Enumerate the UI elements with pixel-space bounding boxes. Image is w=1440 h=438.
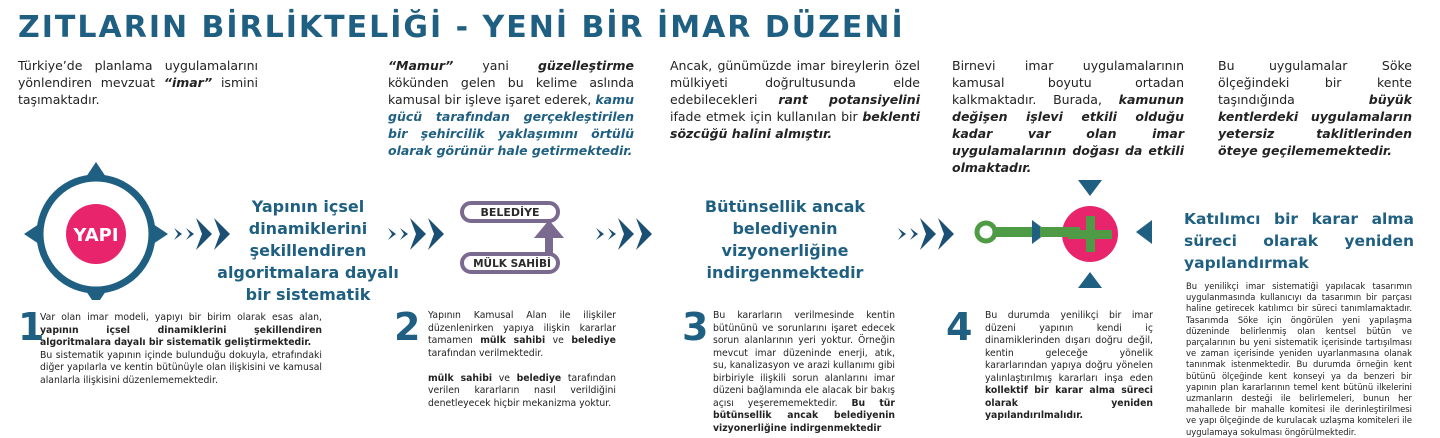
intro-emphasis: güzelleştirme [537, 58, 634, 73]
arrow-left-icon [1136, 220, 1152, 244]
intro-text: Birnevi imar uygulamalarının kamusal boyutu ortadan kalkmaktadır. Burada, [952, 58, 1184, 107]
step-text-5 [1186, 281, 1412, 438]
intro-emphasis: rant potansiyelini [778, 92, 920, 107]
intro-emphasis-blue: kamu gücü tarafından gerçekleştirilen bir şehircilik yaklaşımını örtülü olarak görünür hale getirmektedir. [388, 92, 634, 158]
arrow-down-icon [84, 288, 108, 300]
step-text-2 [428, 310, 616, 410]
step-text: Bu kararların verilmesinde kentin bütününü ve sorunlarını işaret edecek sorun alanlarının yeri yoktur. Örneğin mevcut imar düzeninde enerji, atık, su, kanalizasyon ve arazi kullanımı gibi birbiriyle ilişkili sorun alanlarını imar düzeni bağlamında ele alacak bir bakış açısı yeşerememektedir. [713, 310, 895, 409]
step-heading-1: Yapının içsel dinamiklerini şekillendiren algoritmalara dayalı bir sistematik [217, 197, 399, 304]
collective-node [977, 180, 1152, 288]
step-text: Yapının Kamusal Alan ile ilişkiler düzenlenirken yapıya ilişkin kararlar tamamen [428, 310, 616, 346]
chevrons-3 [596, 218, 652, 250]
step-heading-3: Bütünsellik ancak belediyenin vizyonerliğine indirgenmektedir [704, 197, 866, 282]
arrow-left-icon [24, 222, 42, 246]
intro-text: ismini taşımaktadır. [18, 75, 258, 107]
intro-column-1 [18, 57, 258, 108]
key-shaft [994, 227, 1036, 237]
intro-text: kökünden gelen bu kelime aslında kamusal bir işleve işaret ederek, [388, 75, 634, 107]
arrow-down-icon [1078, 180, 1102, 196]
step-text: tarafından verilen kararların nasıl verildiğini denetleyecek hiçbir mekanizma yoktur. [428, 372, 616, 409]
intro-text: Bu uygulamalar Söke ölçeğindeki bir kente taşındığında [1218, 58, 1412, 107]
actors-node [462, 203, 564, 272]
step-text-bold: Bu tür bütünsellik ancak belediyenin vizyonerliğine indirgenmektedir [713, 397, 896, 434]
step-heading-5: Katılımcı bir karar alma süreci olarak yeniden yapılandırmak [1184, 210, 1414, 272]
arrow-up-icon [84, 162, 108, 180]
step-text: ve [545, 335, 572, 346]
intro-text: yani [453, 58, 538, 73]
step-number-4: 4 [946, 305, 973, 349]
page-title: ZITLARIN BİRLİKTELİĞİ - YENİ BİR İMAR DÜZENİ [18, 10, 905, 45]
step-text-bold: belediye [571, 335, 616, 346]
chevrons-4 [898, 218, 954, 250]
plus-vertical [1086, 216, 1095, 252]
intro-text: Ancak, günümüzde imar bireylerin özel mülkiyeti doğrultusunda elde edebilecekleri [670, 58, 920, 107]
step-text-bold: belediye [516, 372, 562, 384]
step-text-bold: yapının içsel dinamiklerini şekillendiren algoritmalara dayalı bir sistematik geliştirmektedir. [40, 324, 322, 348]
step-text: Bu yenilikçi imar sistematiği yapılacak tasarımın uygulanmasında kullanıcıyı da tasarımın bir parçası haline getirecek katılımcı bir süreci tanımlamaktadır. Tasarımda Söke için öngörülen yeni yapılaşma düzeninde belirlenmiş olan kentsel bütün ve parçalarının bu yeni sistematik içerisinde tartışılması ve zaman içerisinde yeniden uyarlanmasına olanak tanınmak istenmektedir. Bu durumda örneğin kent bütünü ölçeğinde kent konseyi ya da benzeri bir yapının plan kararlarının temel kent bütünü ilkelerini uzmanların desteği ile belirlemeleri, bunun her mahallede bir mahalle komitesi ile derinleştirilmesi ve yapı ölçeğinde de kurulacak uzlaşma komiteleri ile uygulamaya sokulması öngörülmektedir. [1186, 281, 1412, 437]
intro-column-2 [388, 57, 634, 159]
yapi-label: YAPI [73, 225, 119, 246]
step-text: ve [492, 372, 517, 384]
step-text: Bu durumda yenilikçi bir imar düzeni yapının kendi iç dinamiklerinden dışarı doğru değil, kentin geleceğe yönelik kararlarından yapıya doğru yönelen yalınlaştırılmış kararları inşa eden [985, 310, 1153, 384]
step-text-4 [985, 310, 1153, 423]
step-text: Bu sistematik yapının içinde bulunduğu dokuyla, etrafındaki diğer yapılarla ve kentin bütünüyle olan ilişkisini ve kamusal alanlarla ilişkisini düzenlememektedir. [40, 349, 322, 386]
step-text-bold: mülk sahibi [480, 335, 546, 346]
intro-emphasis: kamunun değişen işlevi etkili olduğu kadar var olan imar uygulamalarının doğası da etkili olmaktadır. [952, 92, 1184, 175]
intro-column-5 [1218, 57, 1412, 159]
step-number-3: 3 [682, 305, 709, 349]
step-text: Var olan imar modeli, yapıyı bir birim olarak esas alan, [40, 312, 322, 323]
yapi-node [24, 162, 168, 300]
intro-text: ifade etmek için kullanılan bir [670, 109, 863, 124]
step-number-2: 2 [394, 305, 421, 349]
arrow-right-icon [150, 222, 168, 246]
step-text-1 [40, 312, 322, 387]
intro-emphasis: beklenti sözcüğü halini almıştır. [670, 109, 920, 141]
intro-emphasis: “imar” [163, 75, 213, 90]
step-text-bold: kollektif bir karar alma süreci olarak yeniden yapılandırılmalıdır. [985, 385, 1153, 421]
step-text-bold: mülk sahibi [428, 372, 493, 384]
arrow-up-icon [1078, 272, 1102, 288]
belediye-label: BELEDİYE [480, 206, 540, 219]
intro-emphasis: “Mamur” [388, 58, 454, 73]
mulk-sahibi-label: MÜLK SAHİBİ [473, 258, 551, 270]
intro-column-3 [670, 57, 920, 142]
key-bar [1040, 227, 1080, 237]
step-text-3 [713, 310, 895, 435]
step-number-1: 1 [18, 305, 45, 349]
step-text: tarafından verilmektedir. [428, 347, 544, 359]
intro-emphasis: büyük kentlerdeki uygulamaların yetersiz taklitlerinden öteye geçilememektedir. [1218, 92, 1412, 158]
key-ring [977, 223, 995, 241]
intro-text: Türkiye’de planlama uygulamalarını yönlendiren mevzuat [18, 58, 258, 90]
